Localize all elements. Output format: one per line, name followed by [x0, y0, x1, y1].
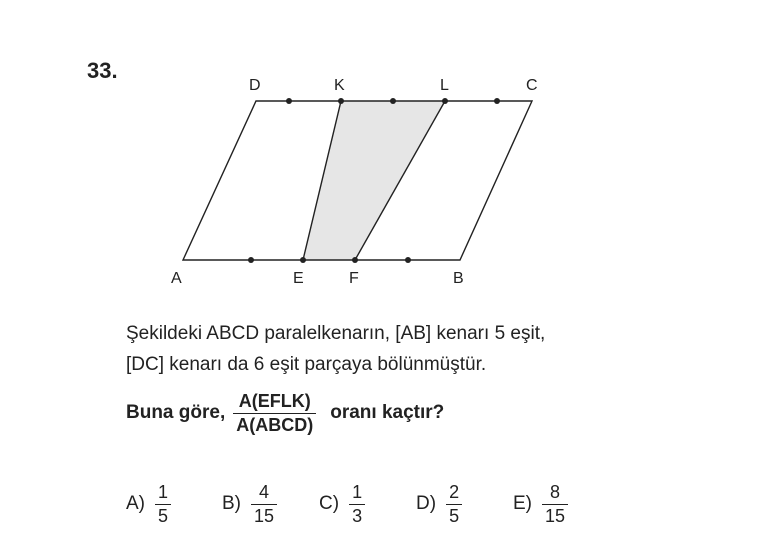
- division-point-ab-1: [248, 257, 254, 263]
- label-c: C: [526, 77, 538, 94]
- ratio-numerator: A(EFLK): [238, 390, 311, 411]
- choice-label: C): [319, 493, 340, 514]
- shaded-region-eflk: [303, 101, 445, 260]
- question-number: 33.: [87, 58, 118, 83]
- choice-label: B): [222, 493, 241, 514]
- choice-fraction: [542, 481, 568, 528]
- choice-denominator: 15: [254, 505, 275, 526]
- label-l: L: [440, 77, 449, 94]
- choice-numerator: 8: [550, 481, 561, 502]
- choice-numerator: 1: [352, 481, 363, 502]
- choice-denominator: 5: [449, 505, 460, 526]
- choice-denominator: 3: [352, 505, 363, 526]
- choice-numerator: 2: [449, 481, 460, 502]
- label-b: B: [453, 270, 464, 287]
- choice-c[interactable]: [319, 481, 416, 528]
- choice-label: D): [416, 493, 437, 514]
- division-point-dc-5: [494, 98, 500, 104]
- label-d: D: [249, 77, 261, 94]
- stem-line-1: Şekildeki ABCD paralelkenarın, [AB] kenarı 5 eşit,: [126, 323, 546, 344]
- area-ratio-fraction: [233, 390, 316, 437]
- choice-a[interactable]: [126, 481, 222, 528]
- label-e: E: [293, 270, 304, 287]
- point-l: [442, 98, 448, 104]
- choice-b[interactable]: [222, 481, 319, 528]
- choice-numerator: 4: [259, 481, 270, 502]
- division-point-ab-4: [405, 257, 411, 263]
- stem-line-2: [DC] kenarı da 6 eşit parçaya bölünmüştür.: [126, 354, 487, 375]
- choice-d[interactable]: [416, 481, 513, 528]
- question-prompt: [126, 384, 444, 442]
- choice-label: A): [126, 493, 145, 514]
- label-f: F: [349, 270, 359, 287]
- choice-denominator: 15: [545, 505, 566, 526]
- question-stem: [126, 318, 545, 380]
- choice-fraction: [251, 481, 277, 528]
- point-f: [352, 257, 358, 263]
- division-point-dc-1: [286, 98, 292, 104]
- choice-e[interactable]: [513, 481, 568, 528]
- point-k: [338, 98, 344, 104]
- prompt-suffix: oranı kaçtır?: [330, 402, 445, 423]
- choice-numerator: 1: [158, 481, 169, 502]
- label-k: K: [334, 77, 345, 94]
- ratio-denominator: A(ABCD): [236, 414, 314, 435]
- choice-fraction: [155, 481, 171, 528]
- choice-fraction: [349, 481, 365, 528]
- choice-fraction: [446, 481, 462, 528]
- label-a: A: [171, 270, 182, 287]
- division-point-dc-3: [390, 98, 396, 104]
- prompt-prefix: Buna göre,: [126, 402, 226, 423]
- answer-choices: [126, 478, 568, 530]
- choice-denominator: 5: [158, 505, 169, 526]
- point-e: [300, 257, 306, 263]
- choice-label: E): [513, 493, 532, 514]
